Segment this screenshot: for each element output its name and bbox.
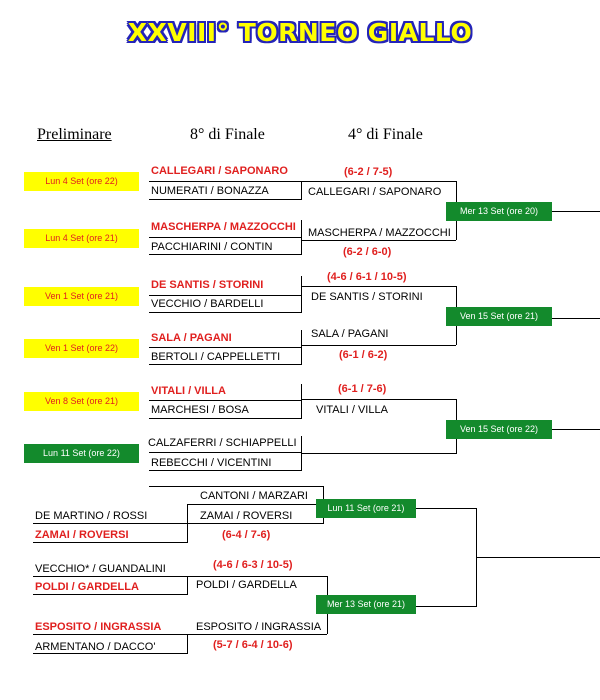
bracket-line (33, 653, 187, 654)
team-name: CANTONI / MARZARI (200, 490, 308, 502)
date-badge: Mer 13 Set (ore 21) (316, 595, 416, 614)
match-score: (4-6 / 6-1 / 10-5) (327, 271, 407, 283)
bracket-line (33, 576, 187, 577)
match-score: (4-6 / 6-3 / 10-5) (213, 559, 293, 571)
team-winner: MASCHERPA / MAZZOCCHI (151, 221, 296, 233)
team-name: NUMERATI / BONAZZA (151, 185, 269, 197)
bracket-line (33, 594, 187, 595)
bracket-line (149, 486, 323, 487)
date-badge: Ven 15 Set (ore 22) (446, 420, 552, 439)
team-name: REBECCHI / VICENTINI (151, 457, 272, 469)
team-name: CALZAFERRI / SCHIAPPELLI (148, 437, 297, 449)
bracket-line (149, 237, 301, 238)
bracket-line (552, 429, 600, 430)
team-name: ESPOSITO / INGRASSIA (196, 621, 322, 633)
team-winner: CALLEGARI / SAPONARO (151, 165, 288, 177)
bracket-line (301, 384, 302, 419)
header-preliminare: Preliminare (37, 126, 112, 143)
team-name: POLDI / GARDELLA (196, 579, 297, 591)
bracket-line (33, 523, 187, 524)
bracket-line (149, 181, 301, 182)
team-name: VECCHIO* / GUANDALINI (35, 563, 166, 575)
team-winner: VITALI / VILLA (151, 385, 226, 397)
bracket-line (33, 634, 187, 635)
match-score: (6-2 / 7-5) (344, 166, 393, 178)
bracket-line (149, 418, 301, 419)
bracket-line (301, 240, 456, 241)
bracket-line (149, 347, 301, 348)
team-winner: ESPOSITO / INGRASSIA (35, 621, 162, 633)
header-quarti: 4° di Finale (348, 126, 423, 143)
team-name: BERTOLI / CAPPELLETTI (151, 351, 281, 363)
bracket-line (187, 634, 327, 635)
bracket-line (301, 399, 456, 400)
bracket-line (149, 470, 301, 471)
bracket-line (301, 286, 456, 287)
header-ottavi: 8° di Finale (190, 126, 265, 143)
bracket-line (149, 400, 301, 401)
bracket-line (149, 312, 301, 313)
bracket-line (416, 606, 476, 607)
team-winner: ZAMAI / ROVERSI (35, 529, 129, 541)
bracket-line (149, 254, 301, 255)
bracket-line (301, 345, 456, 346)
bracket-line (301, 181, 456, 182)
match-score: (6-1 / 6-2) (339, 349, 388, 361)
date-badge: Lun 4 Set (ore 21) (24, 229, 139, 248)
team-winner: DE SANTIS / STORINI (151, 279, 264, 291)
team-name: MASCHERPA / MAZZOCCHI (308, 227, 451, 239)
bracket-line (187, 504, 323, 505)
bracket-line (187, 504, 188, 543)
team-name: CALLEGARI / SAPONARO (308, 186, 442, 198)
bracket-line (187, 576, 327, 577)
bracket-line (149, 452, 301, 453)
team-name: ARMENTANO / DACCO' (35, 641, 156, 653)
bracket-line (476, 557, 600, 558)
team-name: DE MARTINO / ROSSI (35, 510, 148, 522)
team-winner: SALA / PAGANI (151, 332, 232, 344)
team-winner: POLDI / GARDELLA (35, 581, 139, 593)
team-name: SALA / PAGANI (311, 328, 389, 340)
team-name: ZAMAI / ROVERSI (200, 510, 293, 522)
bracket-line (301, 276, 302, 313)
page-title: XXVIII° TORNEO GIALLO (127, 18, 473, 47)
match-score: (6-1 / 7-6) (338, 383, 387, 395)
bracket-line (552, 211, 600, 212)
date-badge: Lun 4 Set (ore 22) (24, 172, 139, 191)
bracket-line (552, 318, 600, 319)
bracket-line (301, 181, 302, 200)
bracket-line (187, 576, 188, 595)
bracket-line (301, 330, 302, 365)
match-score: (5-7 / 6-4 / 10-6) (213, 639, 293, 651)
team-name: DE SANTIS / STORINI (311, 291, 423, 303)
team-name: PACCHIARINI / CONTIN (151, 241, 273, 253)
team-name: VECCHIO / BARDELLI (151, 298, 264, 310)
bracket-line (187, 523, 323, 524)
date-badge: Ven 15 Set (ore 21) (446, 307, 552, 326)
bracket-line (149, 199, 301, 200)
bracket-line (187, 634, 188, 654)
date-badge: Lun 11 Set (ore 21) (316, 499, 416, 518)
match-score: (6-2 / 6-0) (343, 246, 392, 258)
bracket-line (301, 453, 456, 454)
bracket-line (416, 508, 476, 509)
date-badge: Ven 8 Set (ore 21) (24, 392, 139, 411)
team-name: MARCHESI / BOSA (151, 404, 249, 416)
bracket-line (301, 220, 302, 255)
bracket-line (149, 364, 301, 365)
team-name: VITALI / VILLA (316, 404, 388, 416)
date-badge: Lun 11 Set (ore 22) (24, 444, 139, 463)
bracket-line (149, 295, 301, 296)
date-badge: Ven 1 Set (ore 22) (24, 339, 139, 358)
bracket-line (33, 542, 187, 543)
date-badge: Mer 13 Set (ore 20) (446, 202, 552, 221)
match-score: (6-4 / 7-6) (222, 529, 271, 541)
date-badge: Ven 1 Set (ore 21) (24, 287, 139, 306)
